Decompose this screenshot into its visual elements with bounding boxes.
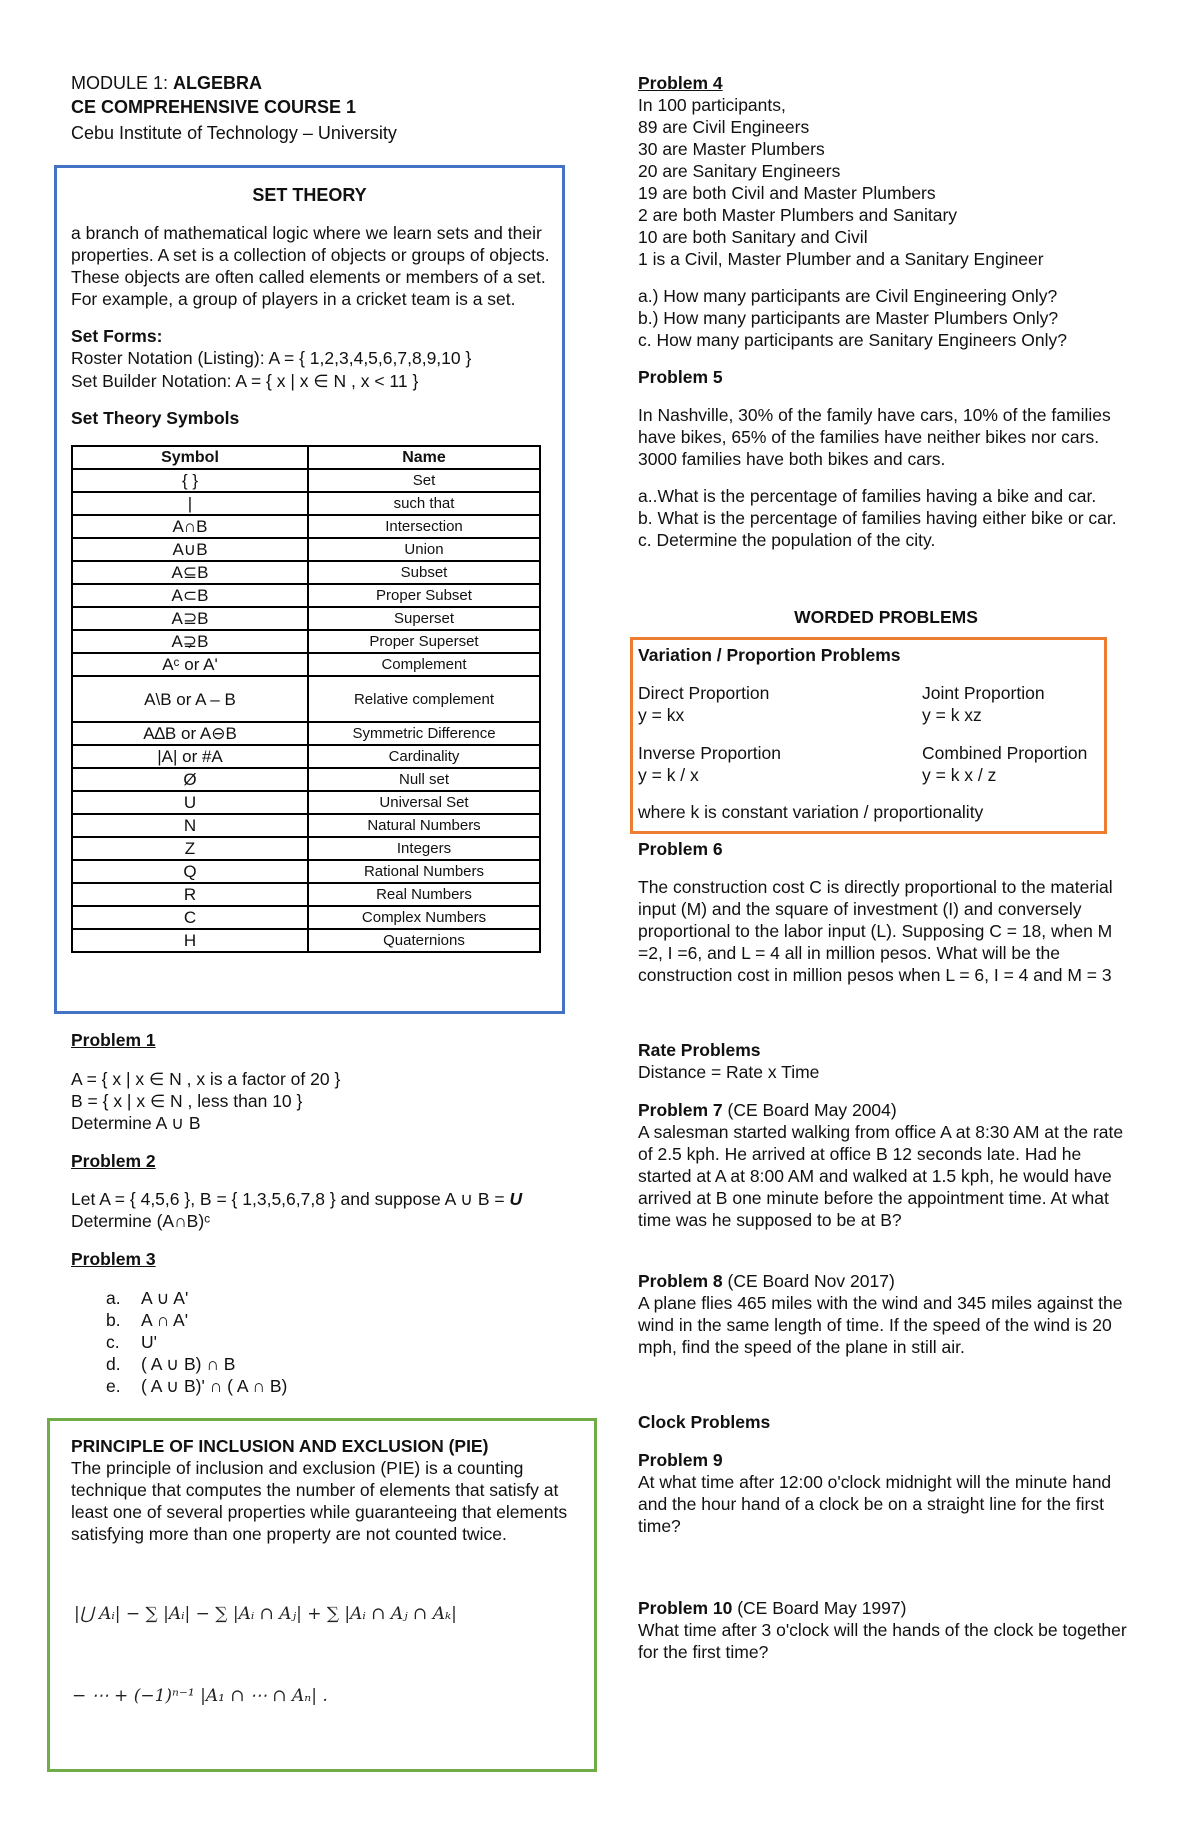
direct-label: Direct Proportion bbox=[638, 683, 770, 703]
variation-note: where k is constant variation / proportionality bbox=[638, 802, 984, 822]
list-item-letter: b. bbox=[106, 1310, 121, 1330]
list-item bbox=[106, 1353, 287, 1375]
combined-formula: y = k x / z bbox=[922, 765, 997, 785]
roster-notation: Roster Notation (Listing): A = { 1,2,3,4,5,6,7,8,9,10 } bbox=[71, 348, 472, 368]
problem5-questions bbox=[638, 485, 1117, 551]
set-theory-title: SET THEORY bbox=[252, 185, 367, 205]
text-line: a.) How many participants are Civil Engineering Only? bbox=[638, 286, 1058, 306]
list-item bbox=[106, 1331, 287, 1353]
module-header bbox=[71, 72, 551, 144]
name-cell: Real Numbers bbox=[308, 883, 540, 906]
symbol-cell: Aᶜ or A' bbox=[72, 653, 308, 676]
table-row bbox=[72, 584, 540, 607]
text-line: 2 are both Master Plumbers and Sanitary bbox=[638, 205, 958, 225]
name-cell: Cardinality bbox=[308, 745, 540, 768]
problem5-title: Problem 5 bbox=[638, 367, 723, 387]
text-line: 19 are both Civil and Master Plumbers bbox=[638, 183, 936, 203]
worded-title: WORDED PROBLEMS bbox=[794, 607, 978, 627]
table-row bbox=[72, 469, 540, 492]
symbol-cell: A⊇B bbox=[72, 607, 308, 630]
problem4-title: Problem 4 bbox=[638, 73, 723, 93]
text-line: b. What is the percentage of families having either bike or car. bbox=[638, 508, 1117, 528]
list-item-letter: c. bbox=[106, 1332, 120, 1352]
text-line: 30 are Master Plumbers bbox=[638, 139, 825, 159]
symbol-cell: Ø bbox=[72, 768, 308, 791]
problem2-line2: Determine (A∩B)ᶜ bbox=[71, 1211, 211, 1231]
table-header-row bbox=[72, 446, 540, 469]
name-cell: Complement bbox=[308, 653, 540, 676]
text-line: 1 is a Civil, Master Plumber and a Sanitary Engineer bbox=[638, 249, 1044, 269]
name-cell: Subset bbox=[308, 561, 540, 584]
text-line: b.) How many participants are Master Plumbers Only? bbox=[638, 308, 1059, 328]
table-row bbox=[72, 745, 540, 768]
name-cell: Union bbox=[308, 538, 540, 561]
table-row bbox=[72, 561, 540, 584]
table-row bbox=[72, 906, 540, 929]
list-item-text: A ∪ A' bbox=[141, 1288, 189, 1308]
name-cell: Null set bbox=[308, 768, 540, 791]
name-cell: Proper Subset bbox=[308, 584, 540, 607]
problem8-text: A plane flies 465 miles with the wind and 345 miles against the wind in the same length of time. If the speed of the wind is 20 mph, find the speed of the plane in still air. bbox=[638, 1293, 1123, 1357]
table-row bbox=[72, 860, 540, 883]
text-line: 89 are Civil Engineers bbox=[638, 117, 810, 137]
table-row bbox=[72, 791, 540, 814]
problem10-text: What time after 3 o'clock will the hands of the clock be together for the first time? bbox=[638, 1620, 1127, 1662]
symbol-cell: A∪B bbox=[72, 538, 308, 561]
problem3-title: Problem 3 bbox=[71, 1249, 156, 1269]
direct-formula: y = kx bbox=[638, 705, 685, 725]
variation-title: Variation / Proportion Problems bbox=[638, 645, 901, 665]
table-row bbox=[72, 515, 540, 538]
pie-formula-line2: − ⋯ + (−1)ⁿ⁻¹ |A₁ ∩ ⋯ ∩ Aₙ| . bbox=[72, 1686, 328, 1706]
table-row bbox=[72, 538, 540, 561]
problem6-title: Problem 6 bbox=[638, 839, 723, 859]
symbols-title: Set Theory Symbols bbox=[71, 408, 240, 428]
problem3-list bbox=[106, 1287, 287, 1397]
problem5-text: In Nashville, 30% of the family have cars, 10% of the families have bikes, 65% of the families have neither bikes nor cars. 3000 families have both bikes and cars. bbox=[638, 405, 1111, 469]
symbol-cell: A\B or A – B bbox=[72, 676, 308, 722]
symbol-cell: U bbox=[72, 791, 308, 814]
name-cell: Integers bbox=[308, 837, 540, 860]
inverse-formula: y = k / x bbox=[638, 765, 699, 785]
problem2-title: Problem 2 bbox=[71, 1151, 156, 1171]
name-cell: such that bbox=[308, 492, 540, 515]
problem1-line1: A = { x | x ∈ N , x is a factor of 20 } bbox=[71, 1069, 341, 1089]
list-item-text: ( A ∪ B)' ∩ ( A ∩ B) bbox=[141, 1376, 288, 1396]
name-cell: Intersection bbox=[308, 515, 540, 538]
builder-notation: Set Builder Notation: A = { x | x ∈ N , x < 11 } bbox=[71, 371, 419, 391]
symbol-cell: A⊆B bbox=[72, 561, 308, 584]
problem4-questions bbox=[638, 285, 1067, 351]
list-item bbox=[106, 1375, 287, 1397]
symbol-cell: A⊂B bbox=[72, 584, 308, 607]
symbol-cell: A⊋B bbox=[72, 630, 308, 653]
name-cell: Relative complement bbox=[308, 676, 540, 722]
name-cell: Universal Set bbox=[308, 791, 540, 814]
pie-text: The principle of inclusion and exclusion (PIE) is a counting technique that computes the number of elements that satisfy at least one of several properties while guaranteeing that elements satisfying more than one property are not counted twice. bbox=[71, 1458, 568, 1544]
table-row bbox=[72, 676, 540, 722]
problem2-line1: Let A = { 4,5,6 }, B = { 1,3,5,6,7,8 } and suppose A ∪ B = U bbox=[71, 1189, 523, 1209]
list-item-text: A ∩ A' bbox=[141, 1310, 189, 1330]
name-cell: Natural Numbers bbox=[308, 814, 540, 837]
name-cell: Proper Superset bbox=[308, 630, 540, 653]
symbol-cell: N bbox=[72, 814, 308, 837]
table-row bbox=[72, 607, 540, 630]
table-row bbox=[72, 768, 540, 791]
list-item-letter: e. bbox=[106, 1376, 121, 1396]
symbol-cell: A∆B or A⊖B bbox=[72, 722, 308, 745]
list-item-text: U' bbox=[141, 1332, 157, 1352]
symbols-table bbox=[71, 445, 541, 953]
rate-formula: Distance = Rate x Time bbox=[638, 1062, 820, 1082]
symbol-cell: |A| or #A bbox=[72, 745, 308, 768]
table-row bbox=[72, 837, 540, 860]
name-cell: Complex Numbers bbox=[308, 906, 540, 929]
symbol-cell: H bbox=[72, 929, 308, 952]
header-name: Name bbox=[308, 446, 540, 469]
list-item bbox=[106, 1287, 287, 1309]
problem7-heading: Problem 7 (CE Board May 2004) bbox=[638, 1100, 897, 1120]
name-cell: Set bbox=[308, 469, 540, 492]
pie-formula-line1: |⋃ Aᵢ| − ∑ |Aᵢ| − ∑ |Aᵢ ∩ Aⱼ| + ∑ |Aᵢ ∩ Aⱼ ∩ Aₖ| bbox=[74, 1604, 457, 1624]
inverse-label: Inverse Proportion bbox=[638, 743, 781, 763]
table-row bbox=[72, 814, 540, 837]
name-cell: Superset bbox=[308, 607, 540, 630]
table-row bbox=[72, 653, 540, 676]
set-theory-definition: a branch of mathematical logic where we learn sets and their properties. A set is a collection of objects or groups of objects. These objects are often called elements or members of a set. For example, a group of players in a cricket team is a set. bbox=[71, 223, 550, 309]
problem1-line2: B = { x | x ∈ N , less than 10 } bbox=[71, 1091, 303, 1111]
problem1-line3: Determine A ∪ B bbox=[71, 1113, 201, 1133]
header-symbol: Symbol bbox=[72, 446, 308, 469]
problem7-text: A salesman started walking from office A at 8:30 AM at the rate of 2.5 kph. He arrived at office B 12 seconds late. Had he started at A at 8:00 AM and walked at 1.5 kph, he would have arrived at B one minute before the appointment time. At what time was he supposed to be at B? bbox=[638, 1122, 1124, 1230]
table-row bbox=[72, 929, 540, 952]
problem4-lines bbox=[638, 94, 1044, 270]
table-row bbox=[72, 883, 540, 906]
text-line: In 100 participants, bbox=[638, 95, 786, 115]
set-forms-title: Set Forms: bbox=[71, 326, 163, 346]
text-line: c. Determine the population of the city. bbox=[638, 530, 936, 550]
course-title: CE COMPREHENSIVE COURSE 1 bbox=[71, 97, 357, 117]
joint-formula: y = k xz bbox=[922, 705, 982, 725]
text-line: a..What is the percentage of families having a bike and car. bbox=[638, 486, 1097, 506]
symbol-cell: C bbox=[72, 906, 308, 929]
symbol-cell: { } bbox=[72, 469, 308, 492]
list-item-letter: a. bbox=[106, 1288, 121, 1308]
module-line: MODULE 1: ALGEBRA bbox=[71, 73, 263, 93]
name-cell: Rational Numbers bbox=[308, 860, 540, 883]
rate-title: Rate Problems bbox=[638, 1040, 761, 1060]
list-item-letter: d. bbox=[106, 1354, 121, 1374]
problem1-title: Problem 1 bbox=[71, 1030, 156, 1050]
clock-title: Clock Problems bbox=[638, 1412, 771, 1432]
pie-title: PRINCIPLE OF INCLUSION AND EXCLUSION (PIE) bbox=[71, 1436, 489, 1456]
problem6-text: The construction cost C is directly proportional to the material input (M) and the square of investment (I) and conversely proportional to the labor input (L). Supposing C = 18, when M =2, I =6, and L = 4 all in million pesos. What will be the construction cost in million pesos when L = 6, I = 4 and M = 3 bbox=[638, 877, 1113, 985]
list-item-text: ( A ∪ B) ∩ B bbox=[141, 1354, 236, 1374]
text-line: c. How many participants are Sanitary Engineers Only? bbox=[638, 330, 1067, 350]
symbol-cell: Q bbox=[72, 860, 308, 883]
school-name: Cebu Institute of Technology – University bbox=[71, 123, 397, 143]
symbol-cell: Z bbox=[72, 837, 308, 860]
table-row bbox=[72, 722, 540, 745]
text-line: 20 are Sanitary Engineers bbox=[638, 161, 841, 181]
symbol-cell: R bbox=[72, 883, 308, 906]
joint-label: Joint Proportion bbox=[922, 683, 1045, 703]
combined-label: Combined Proportion bbox=[922, 743, 1088, 763]
name-cell: Quaternions bbox=[308, 929, 540, 952]
problem9-title: Problem 9 bbox=[638, 1450, 723, 1470]
table-row bbox=[72, 630, 540, 653]
list-item bbox=[106, 1309, 287, 1331]
symbol-cell: A∩B bbox=[72, 515, 308, 538]
name-cell: Symmetric Difference bbox=[308, 722, 540, 745]
problem10-heading: Problem 10 (CE Board May 1997) bbox=[638, 1598, 907, 1618]
symbol-cell: | bbox=[72, 492, 308, 515]
text-line: 10 are both Sanitary and Civil bbox=[638, 227, 868, 247]
table-row bbox=[72, 492, 540, 515]
problem9-text: At what time after 12:00 o'clock midnight will the minute hand and the hour hand of a clock be on a straight line for the first time? bbox=[638, 1472, 1112, 1536]
problem8-heading: Problem 8 (CE Board Nov 2017) bbox=[638, 1271, 895, 1291]
